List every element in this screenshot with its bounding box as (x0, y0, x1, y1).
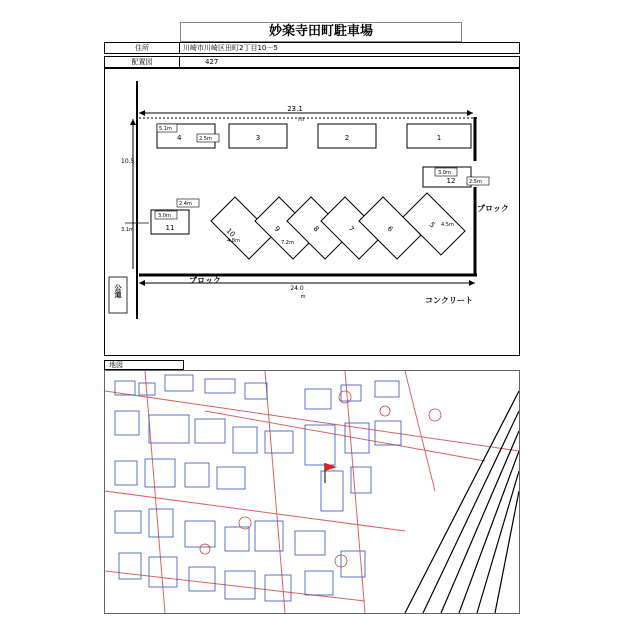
layout-label: 配置図 (105, 57, 180, 67)
wall-right-label: ブロック (477, 204, 509, 213)
space-11-dim-a: 3.0m (158, 213, 171, 219)
layout-diagram-frame (104, 68, 520, 356)
dim-height-text: 10.5 (121, 158, 135, 165)
space-7-number: 7 (346, 224, 356, 234)
space-4-number: 4 (177, 134, 182, 142)
space-2-number: 2 (344, 134, 350, 142)
dim-left-block: 3.1m (121, 227, 134, 233)
page-title: 妙楽寺田町駐車場 (180, 22, 462, 42)
space-1-number: 1 (436, 134, 442, 142)
address-value: 川崎市川崎区田町2丁目10－5 (183, 44, 278, 52)
space-3-number: 3 (255, 134, 261, 142)
address-row (104, 42, 520, 54)
road-label: 公道 (114, 284, 122, 298)
location-map (104, 370, 520, 614)
layout-row (104, 56, 520, 68)
dim-width-text: 23.1 (287, 105, 303, 113)
address-label: 住所 (105, 43, 180, 53)
space-4-dim-b: 2.5m (199, 136, 212, 142)
map-section-label: 地図 (104, 360, 184, 370)
dim-bottom-unit: m (300, 294, 306, 300)
space-10-number: 10 (224, 226, 237, 239)
dim-width-unit: m (298, 116, 304, 123)
space-9-number: 9 (272, 224, 282, 234)
space-12-dim-a: 3.0m (438, 170, 451, 176)
space-9-dim: 7.2m (281, 240, 294, 246)
layout-value: 427 (205, 58, 219, 66)
space-8-number: 8 (311, 224, 321, 234)
space-5-dim: 4.5m (441, 222, 454, 228)
space-11-dim-b: 2.4m (179, 201, 192, 207)
space-10-dim: 4.8m (227, 238, 240, 244)
surface-label: コンクリート (425, 296, 473, 305)
space-5-number: 5 (427, 220, 437, 230)
map-image (105, 371, 519, 613)
parking-layout-diagram (105, 69, 519, 355)
space-11-number: 11 (165, 224, 175, 232)
dim-bottom-text: 24.0 (290, 285, 304, 292)
wall-bottom-label: ブロック (189, 276, 221, 285)
space-4-dim-a: 5.1m (159, 126, 172, 132)
space-5 (403, 193, 465, 255)
space-12-number: 12 (446, 177, 456, 185)
space-6-number: 6 (385, 224, 395, 234)
space-12-dim-b: 2.5m (469, 179, 482, 185)
